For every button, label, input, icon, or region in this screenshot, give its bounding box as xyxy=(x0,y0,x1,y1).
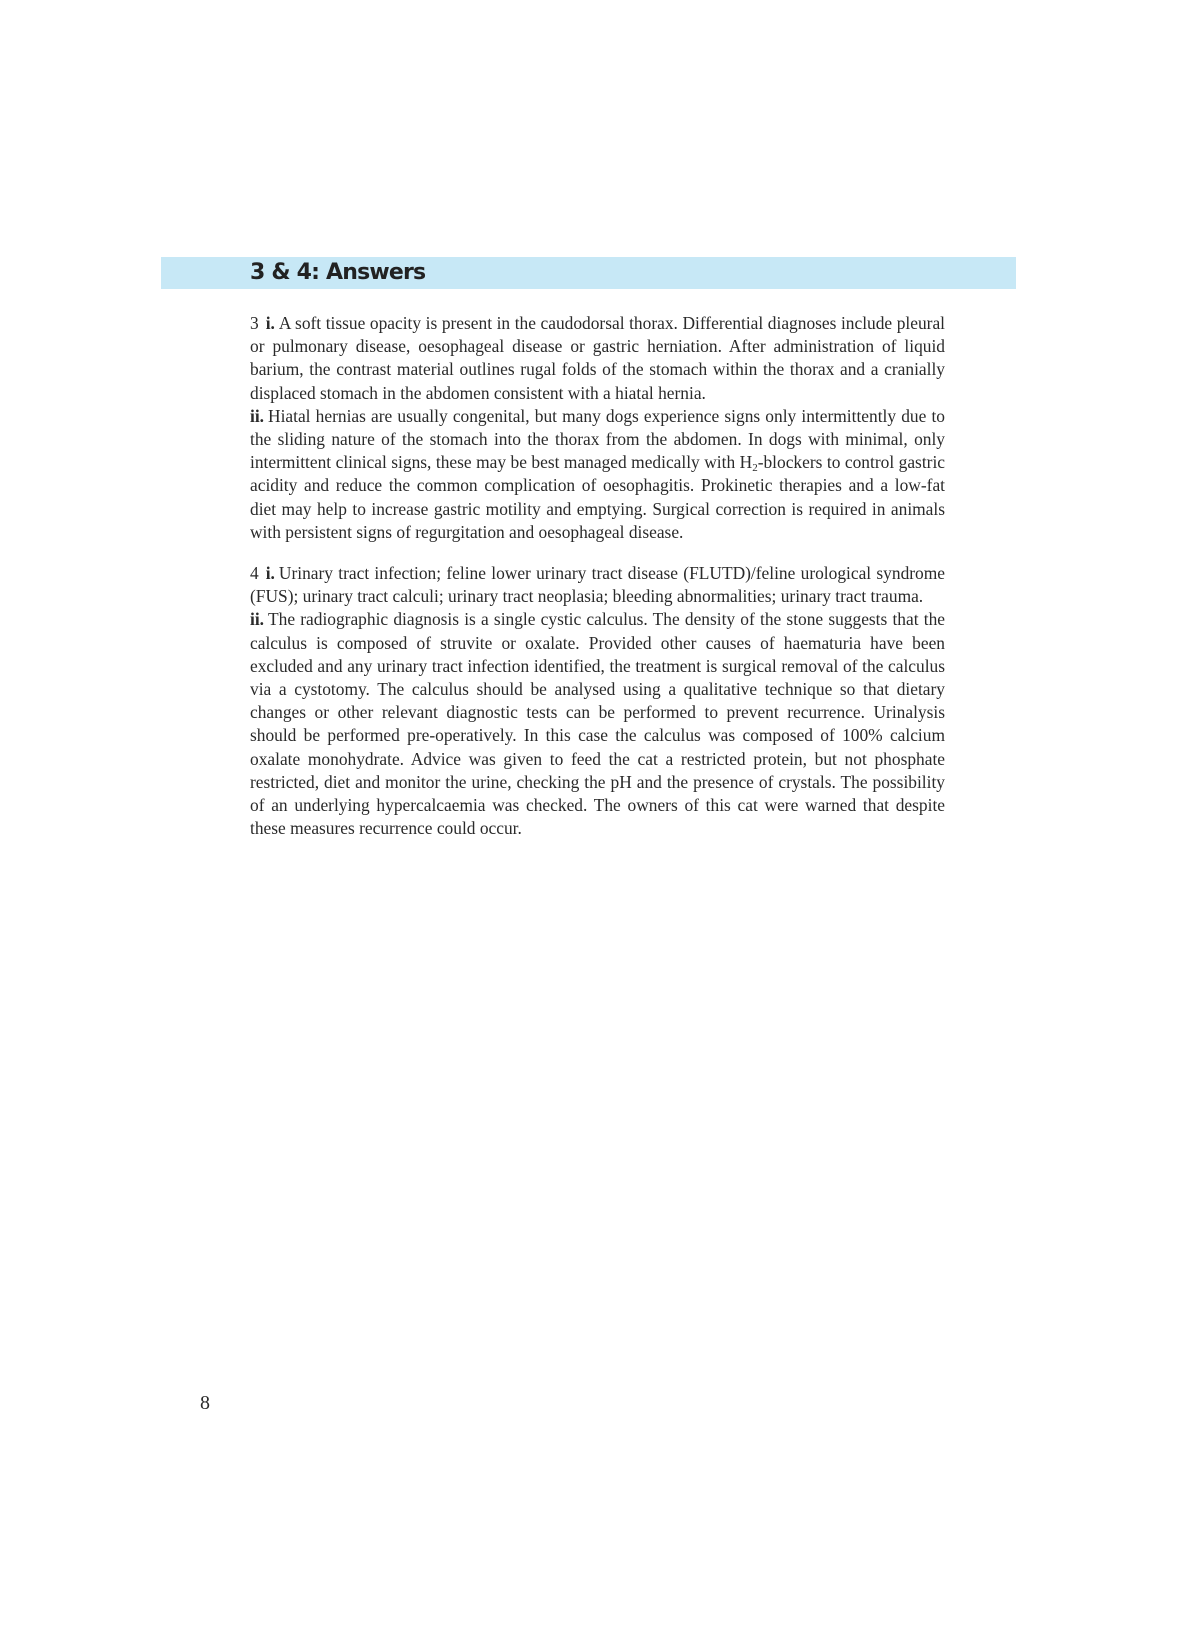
section-title: 3 & 4: Answers xyxy=(250,260,426,285)
answer-3-part-ii xyxy=(250,405,945,544)
h2-subscript: 2 xyxy=(752,462,758,475)
question-number-3: 3 xyxy=(250,313,259,333)
part-label-i: i. xyxy=(265,563,275,584)
answer-3-i-text: A soft tissue opacity is present in the caudodorsal thorax. Differential diagnoses include pleural or pulmonary disease, oesophageal disease or gastric herniation. After administration of liquid barium, the contrast material outlines rugal folds of the stomach within the thorax and a cranially displaced stomach in the abdomen consistent with a hiatal hernia. xyxy=(250,313,945,403)
part-label-i: i. xyxy=(265,313,275,333)
answer-separator xyxy=(250,544,945,562)
answer-4-part-ii xyxy=(250,608,945,840)
answer-4-ii-text: The radiographic diagnosis is a single cystic calculus. The density of the stone suggests that the calculus is composed of struvite or oxalate. Provided other causes of haematuria have been excluded and any urinary tract infection identified, the treatment is surgical removal of the calculus via a cystotomy. The calculus should be analysed using a qualitative technique so that dietary changes or other relevant diagnostic tests can be performed to prevent recurrence. Urinalysis should be performed pre-operatively. In this case the calculus was composed of 100% calcium oxalate monohydrate. Advice was given to feed the cat a restricted protein, but not phosphate restricted, diet and monitor the urine, checking the pH and the presence of crystals. The possibility of an underlying hypercalcaemia was checked. The owners of this cat were warned that despite these measures recurrence could occur. xyxy=(250,609,945,839)
answer-3-ii-text-after: -blockers to control gastric acidity and reduce the common complication of oesophagitis. Prokinetic therapies and a low-fat diet may help to increase gastric motility and emptying. Surgical correction is required in animals with persistent signs of regurgitation and oesophageal disease. xyxy=(250,452,945,542)
question-number-4: 4 xyxy=(250,563,259,584)
page-number: 8 xyxy=(200,1392,210,1414)
answer-4-i-text: Urinary tract infection; feline lower urinary tract disease (FLUTD)/feline urological syndrome (FUS); urinary tract calculi; urinary tract neoplasia; bleeding abnormalities; urinary tract trauma. xyxy=(250,563,945,607)
answer-3-ii-text-before: Hiatal hernias are usually congenital, but many dogs experience signs only intermittently due to the sliding nature of the stomach into the thorax from the abdomen. In dogs with minimal, only intermittent clinical signs, these may be best managed medically with H xyxy=(250,405,945,473)
answer-3-part-i xyxy=(250,312,945,405)
section-header-band xyxy=(161,257,1016,289)
answer-4-part-i xyxy=(250,562,945,608)
answers-body xyxy=(250,312,945,840)
part-label-ii: ii. xyxy=(250,405,265,426)
part-label-ii: ii. xyxy=(250,609,265,630)
